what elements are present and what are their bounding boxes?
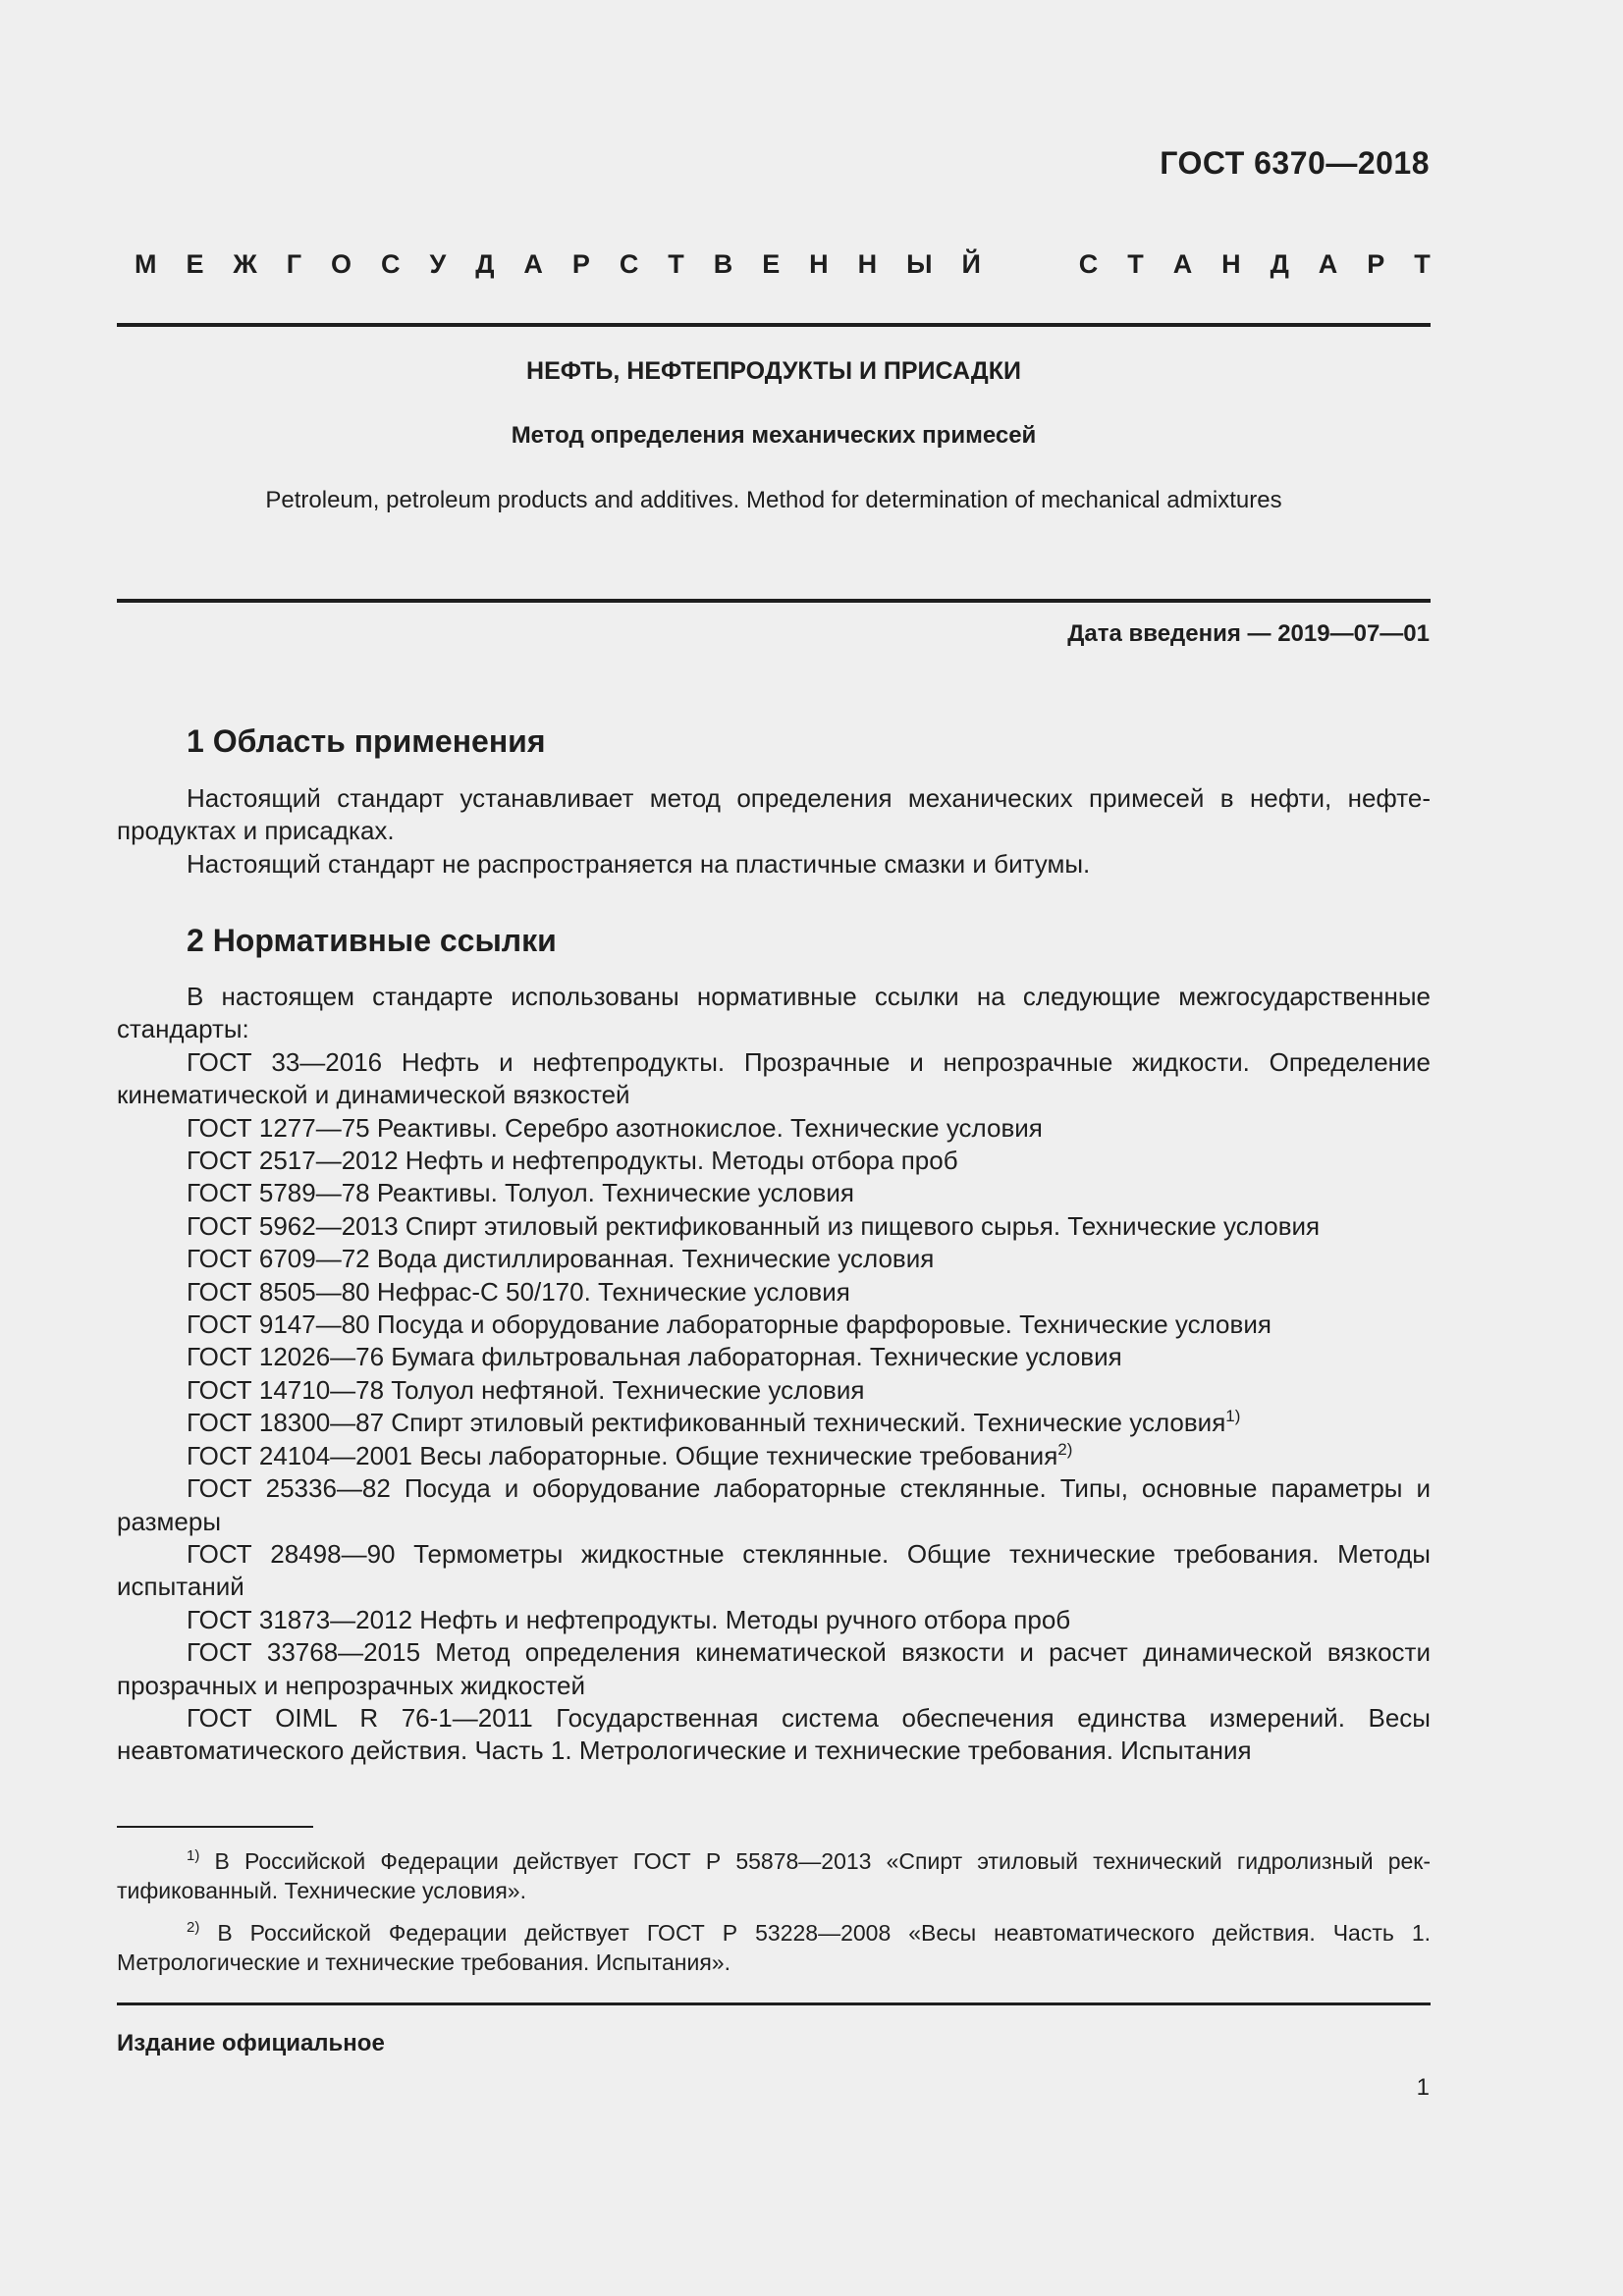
standard-type-letter: Н xyxy=(857,249,878,279)
standard-type-letter: С xyxy=(619,249,639,279)
footnote-text: В Российской Федерации действует ГОСТ Р 55878—2013 «Спирт этиловый технический гидролизный рек-тификованный. Технические условия». xyxy=(117,1848,1432,1903)
standard-type-letter: Т xyxy=(1414,249,1431,279)
reference-item xyxy=(117,1538,1431,1604)
standard-type-letter: М xyxy=(135,249,157,279)
standard-type-letter: О xyxy=(331,249,352,279)
reference-text: ГОСТ 25336—82 Посуда и оборудование лабораторные стеклянные. Типы, основные параметры и размеры xyxy=(117,1473,1431,1536)
footnote-mark: 2) xyxy=(1057,1439,1073,1459)
reference-text: ГОСТ 33—2016 Нефть и нефтепродукты. Прозрачные и непрозрачные жидкости. Определение кинематической и динамической вязкостей xyxy=(117,1046,1431,1110)
footnote-separator xyxy=(117,1826,313,1828)
reference-text: ГОСТ 12026—76 Бумага фильтровальная лабораторная. Технические условия xyxy=(187,1342,1122,1372)
standard-type-letter: В xyxy=(713,249,733,279)
reference-text: ГОСТ 18300—87 Спирт этиловый ректификованный технический. Технические условия xyxy=(187,1408,1226,1438)
reference-item xyxy=(117,1046,1431,1112)
section-2-title: 2 Нормативные ссылки xyxy=(187,923,557,958)
reference-item xyxy=(117,1145,1431,1177)
footnote-text: В Российской Федерации действует ГОСТ Р 53228—2008 «Весы неавтоматического действия. Часть 1. Метрологические и технические требования. Испытания». xyxy=(117,1920,1432,1975)
reference-item xyxy=(117,1308,1431,1341)
reference-item xyxy=(117,1407,1431,1439)
standard-type-heading xyxy=(135,249,1431,280)
standard-type-letter: Д xyxy=(475,249,495,279)
top-divider xyxy=(117,323,1431,327)
footnote-mark: 2) xyxy=(187,1919,200,1936)
standard-type-letter: Ж xyxy=(233,249,257,279)
reference-text: ГОСТ 5789—78 Реактивы. Толуол. Технические условия xyxy=(187,1178,854,1208)
reference-item xyxy=(117,1636,1431,1702)
standard-type-letter: У xyxy=(429,249,447,279)
edition-label: Издание официальное xyxy=(117,2030,385,2056)
standard-type-letter: Н xyxy=(809,249,829,279)
standard-type-letter: А xyxy=(523,249,543,279)
standard-type-letter: Н xyxy=(1221,249,1241,279)
section-1-title: 1 Область применения xyxy=(187,723,546,759)
reference-item xyxy=(117,1243,1431,1275)
reference-item xyxy=(117,1177,1431,1209)
reference-text: ГОСТ 6709—72 Вода дистиллированная. Технические условия xyxy=(187,1244,935,1274)
standard-type-letter: Ы xyxy=(906,249,933,279)
footnote xyxy=(117,1918,1431,1977)
reference-item xyxy=(117,1341,1431,1373)
introduction-date: Дата введения — 2019—07—01 xyxy=(1067,620,1430,647)
standard-type-letter: А xyxy=(1318,249,1338,279)
paragraph: В настоящем стандарте использованы нормативные ссылки на следующие межгосударственные стандарты: xyxy=(117,982,1431,1044)
reference-text: ГОСТ 33768—2015 Метод определения кинематической вязкости и расчет динамической вязкости прозрачных и непрозрачных жидкостей xyxy=(117,1637,1431,1700)
document-title: НЕФТЬ, НЕФТЕПРОДУКТЫ И ПРИСАДКИ xyxy=(526,357,1021,385)
standard-type-letter: Д xyxy=(1270,249,1289,279)
standard-type-letter: Й xyxy=(961,249,981,279)
document-number: ГОСТ 6370—2018 xyxy=(1160,145,1430,181)
standard-type-letter: Г xyxy=(286,249,302,279)
reference-text: ГОСТ 28498—90 Термометры жидкостные стеклянные. Общие технические требования. Методы испытаний xyxy=(117,1538,1431,1602)
standard-type-letter: А xyxy=(1172,249,1193,279)
standard-type-letter: Т xyxy=(1127,249,1144,279)
document-subtitle: Метод определения механических примесей xyxy=(511,422,1037,449)
reference-text: ГОСТ 24104—2001 Весы лабораторные. Общие технические требования xyxy=(187,1440,1058,1470)
reference-item xyxy=(117,1440,1431,1472)
standard-type-letter: Т xyxy=(668,249,684,279)
section-2-body xyxy=(117,981,1431,1768)
paragraph: Настоящий стандарт не распространяется на пластичные смазки и битумы. xyxy=(187,848,1091,879)
reference-text: ГОСТ 31873—2012 Нефть и нефтепродукты. Методы ручного отбора проб xyxy=(187,1604,1071,1634)
reference-text: ГОСТ OIML R 76-1—2011 Государственная система обеспечения единства измерений. Весы неавтоматического действия. Часть 1. Метрологические и технические требования. Испытания xyxy=(117,1702,1431,1766)
footnote-mark: 1) xyxy=(1225,1407,1241,1426)
standard-type-letter: С xyxy=(381,249,401,279)
standard-type-letter: Е xyxy=(186,249,204,279)
standard-type-letter: Е xyxy=(762,249,781,279)
bottom-divider xyxy=(117,2002,1431,2005)
reference-item xyxy=(117,1472,1431,1538)
reference-item xyxy=(117,1702,1431,1768)
footnote xyxy=(117,1846,1431,1905)
reference-item xyxy=(117,1210,1431,1243)
document-title-english: Petroleum, petroleum products and additives. Method for determination of mechanical admixtures xyxy=(265,487,1282,513)
page-number: 1 xyxy=(1416,2074,1430,2101)
reference-item xyxy=(117,1374,1431,1407)
reference-text: ГОСТ 5962—2013 Спирт этиловый ректификованный из пищевого сырья. Технические условия xyxy=(187,1210,1321,1241)
reference-text: ГОСТ 9147—80 Посуда и оборудование лабораторные фарфоровые. Технические условия xyxy=(187,1309,1271,1340)
reference-item xyxy=(117,1604,1431,1636)
standard-type-letter: С xyxy=(1078,249,1099,279)
reference-text: ГОСТ 1277—75 Реактивы. Серебро азотнокислое. Технические условия xyxy=(187,1112,1043,1143)
title-divider xyxy=(117,599,1431,603)
standard-type-letter: Р xyxy=(1367,249,1385,279)
paragraph: Настоящий стандарт устанавливает метод определения механических примесей в нефти, нефте-продуктах и присадках. xyxy=(117,783,1431,846)
section-1-body xyxy=(117,782,1431,881)
word-gap xyxy=(1010,249,1050,280)
reference-text: ГОСТ 8505—80 Нефрас-С 50/170. Технические условия xyxy=(187,1276,850,1307)
reference-item xyxy=(117,1276,1431,1308)
footnotes xyxy=(117,1846,1431,1990)
standard-type-letter: Р xyxy=(571,249,590,279)
footnote-mark: 1) xyxy=(187,1847,200,1864)
reference-text: ГОСТ 2517—2012 Нефть и нефтепродукты. Методы отбора проб xyxy=(187,1146,958,1176)
reference-text: ГОСТ 14710—78 Толуол нефтяной. Технические условия xyxy=(187,1374,865,1405)
reference-item xyxy=(117,1112,1431,1145)
